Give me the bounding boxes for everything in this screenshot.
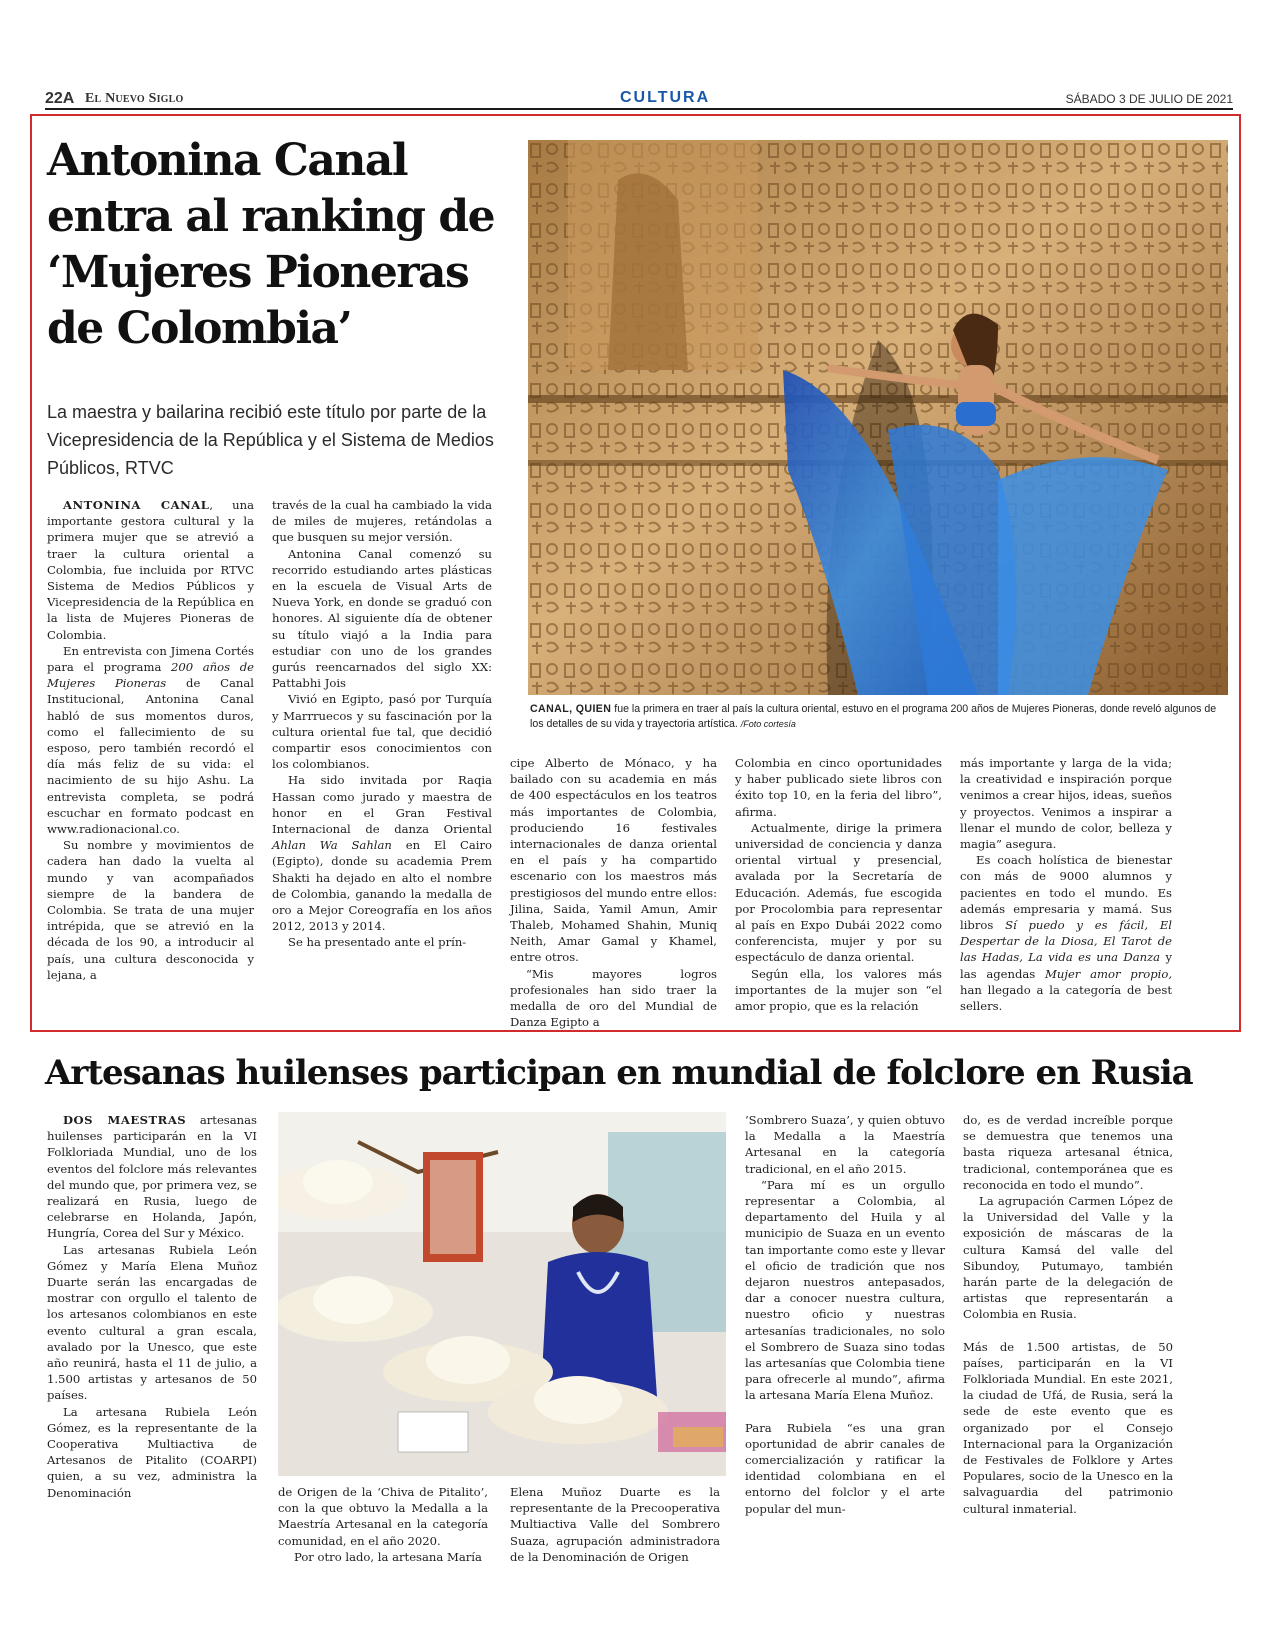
second-article-lead-in: DOS MAESTRAS [63,1113,187,1127]
paragraph: y las agendas [960,950,1172,981]
second-article-column-2 [278,1484,488,1565]
article-column-1 [47,497,254,983]
article-column-5 [960,755,1172,1014]
paragraph: Más de 1.500 artistas, de 50 países, participarán en la VI Folkloriada Mundial. En este 2021, la ciudad de Ufá, de Rusia, será la sede de este evento que es organizado por el Consejo Internacional para la Organización de Festivales de Folklore y Artes Populares, socio de la Unesco en la salvaguardia del patrimonio cultural inmaterial. [963,1339,1173,1516]
paragraph: do, es de verdad increíble porque se demuestra que tenemos una basta riqueza artesanal étnica, tradicional, contemporánea que es reconocida en todo el mundo”. [963,1113,1173,1192]
article-column-4 [735,755,942,1014]
paragraph: “Para mí es un orgullo representar a Colombia, al departamento del Huila y al municipio de Suaza en un evento tan importante como este y llevar el oficio de tradición que nos dejaron nuestros antepasados, dar a conocer nuestra cultura, nuestro oficio y nuestras artesanías tradicionales, no solo el Sombrero de Suaza sino todas las artesanías que Colombia tiene para ofrecerle al mundo”, afirma la artesana María Elena Muñoz. [745,1177,945,1403]
paragraph: Ha sido invitada por Raqia Hassan como jurado y maestra de honor en el Gran Festival Internacional de danza Oriental [272,773,492,837]
second-article-column-1 [47,1112,257,1501]
second-article-headline: Artesanas huilenses participan en mundial de folclore en Rusia [45,1053,1193,1093]
paragraph: de Canal Institucional, Antonina Canal habló de sus momentos duros, como el fallecimiento de su esposo, pero también recordó el día más feliz de su vida: el nacimiento de su hijo Ashu. La entrevista completa, se podrá escuchar en formato podcast en www.radionacional.co. [47,676,254,837]
paragraph: Las artesanas Rubiela León Gómez y María Elena Muñoz Duarte serán las encargadas de mostrar con orgullo el talento de los artesanos colombianos en este evento cultural a gran escala, avalado por la Unesco, que este año reunirá, hasta el 11 de julio, a 1.500 artistas y artesanos de 50 países. [47,1242,257,1403]
paragraph: Colombia en cinco oportunidades y haber publicado siete libros con éxito top 10, en la feria del libro”, afirma. [735,756,942,819]
paragraph: En entrevista con Jimena Cortés para el programa [47,643,254,675]
article-deck: La maestra y bailarina recibió este título por parte de la Vicepresidencia de la República y el Sistema de Medios Públicos, RTVC [47,402,494,478]
paragraph: Según ella, los valores más importantes de la mujer son “el amor propio, que es la relación [735,966,942,1014]
photo-credit: /Foto cortesía [740,719,796,729]
paragraph: ‘Sombrero Suaza’, y quien obtuvo la Medalla a la Maestría Artesanal en la categoría tradicional, en el año 2015. [745,1113,945,1176]
paragraph: Elena Muñoz Duarte es la representante de la Precooperativa Multiactiva Valle del Sombrero Suaza, agrupación administradora de la Denominación de Origen [510,1485,720,1564]
paragraph: cipe Alberto de Mónaco, y ha bailado con su academia en más de 400 espectáculos en los teatros más importantes de Colombia, produciendo 16 festivales internacionales de danza oriental en el país y ha compartido escenario con los maestros más prestigiosos del mundo entre ellos: Jilina, Saida, Yamil Amun, Amir Thaleb, Mohamed Shahin, Muniq Neith, Amar Gamal y Khamel, entre otros. [510,756,717,965]
paragraph: Su nombre y movimientos de cadera han dado la vuelta al mundo y van acompañados siempre de la bandera de Colombia. Se trata de una mujer intrépida, que se atrevió en la década de los 90, a introducir al país, una cultura desconocida y lejana, a [47,838,254,982]
newspaper-name: El Nuevo Siglo [85,91,184,106]
paragraph: La artesana Rubiela León Gómez, es la representante de la Cooperativa Multiactiva de Artesanos de Pitalito (COARPI) quien, a su vez, administra la Denominación [47,1404,257,1500]
second-article-column-4 [745,1112,945,1517]
agenda-title: Mujer amor propio, [1045,966,1173,981]
paragraph: han llegado a la categoría de best sellers. [960,982,1172,1014]
paragraph: más importante y larga de la vida; la creatividad e inspiración porque venimos a crear hijos, ideas, sueños y proyectos. Venimos a inspirar a llenar el mundo de color, belleza y magia” asegura. [960,756,1172,852]
paragraph: través de la cual ha cambiado la vida de miles de mujeres, retándolas a que busquen su mejor versión. [272,498,492,545]
issue-date: SÁBADO 3 DE JULIO DE 2021 [1065,92,1233,106]
article-lead-in: ANTONINA CANAL [63,498,210,512]
paragraph: artesanas huilenses participarán en la VI Folkloriada Mundial, uno de los eventos del folclore más relevantes del mundo que, por primera vez, se realizará en Rusia, luego de celebrarse en Holanda, Japón, Hungría, Corea del Sur y México. [47,1113,257,1241]
paragraph: Antonina Canal comenzó su recorrido estudiando artes plásticas en la escuela de Visual Arts de Nueva York, en donde se graduó con honores. Al siguiente día de obtener su título viajó a la India para estudiar con uno de los grandes gurús reencarnados del siglo XX: Pattabhi Jois [272,546,492,691]
photo-caption [530,702,1230,732]
paragraph: “Mis mayores logros profesionales han sido traer la medalla de oro del Mundial de Danza Egipto a [510,966,717,1030]
masthead [45,89,1233,110]
program-title: 200 años de Mujeres Pioneras [47,660,254,691]
paragraph: Es coach holística de bienestar con más de 9000 alumnos y pacientes en todo el mundo. Es además empresaria y mamá. Sus libros [960,853,1172,933]
section-label: CULTURA [620,89,711,106]
book-titles: Sí puedo y es fácil, El Despertar de la Diosa, El Tarot de las Hadas, La vida es una Danza [960,918,1173,965]
article-headline: Antonina Canal entra al ranking de ‘Mujeres Pioneras de Colombia’ [47,135,495,354]
article-column-2 [272,497,492,951]
second-article-column-3 [510,1484,720,1565]
festival-title: Ahlan Wa Sahlan [272,838,392,853]
second-article-column-5 [963,1112,1173,1517]
article-column-3 [510,755,717,1030]
paragraph: Por otro lado, la artesana María [294,1549,482,1564]
dancer-photo [528,140,1228,695]
paragraph: Actualmente, dirige la primera universidad de conciencia y danza oriental virtual y presencial, avalada por la Secretaría de Educación. Además, fue escogida por Procolombia para representar al país en Expo Dubái 2022 como conferencista, mujer y por su espectáculo de danza oriental. [735,820,942,965]
caption-lead: CANAL, QUIEN [530,703,612,715]
artisan-photo [278,1112,726,1476]
caption-text: fue la primera en traer al país la cultura oriental, estuvo en el programa 200 años de Mujeres Pioneras, donde reveló algunos de los detalles de su vida y trayectoria artística. [530,703,1217,730]
paragraph: La agrupación Carmen López de la Universidad del Valle y la exposición de máscaras de la cultura Kamsá del valle del Sibundoy, Putumayo, también harán parte de la delegación de artistas que representarán a Colombia en Rusia. [963,1194,1173,1322]
paragraph: de Origen de la ‘Chiva de Pitalito’, con la que obtuvo la Medalla a la Maestría Artesanal en la categoría comunidad, en el año 2020. [278,1485,488,1548]
paragraph: Vivió en Egipto, pasó por Turquía y Marrruecos y su fascinación por la cultura oriental fue tal, que decidió compartir esos conocimientos con los colombianos. [272,692,492,772]
paragraph: en El Cairo (Egipto), donde su academia Prem Shakti ha dejado en alto el nombre de Colombia, ganando la medalla de oro a Mejor Coreografía en los años 2012, 2013 y 2014. [272,838,492,934]
paragraph: Se ha presentado ante el prín- [288,935,467,950]
page-number: 22A [45,90,75,107]
paragraph: , una importante gestora cultural y la primera mujer que se atrevió a traer la cultura oriental a Colombia, fue incluida por RTVC Sistema de Medios Públicos y Vicepresidencia de la República en la lista de Mujeres Pioneras de Colombia. [47,498,254,642]
paragraph: Para Rubiela “es una gran oportunidad de abrir canales de comercialización y ratificar la identidad colombiana en el entorno del folclor y el arte popular del mun- [745,1420,945,1516]
